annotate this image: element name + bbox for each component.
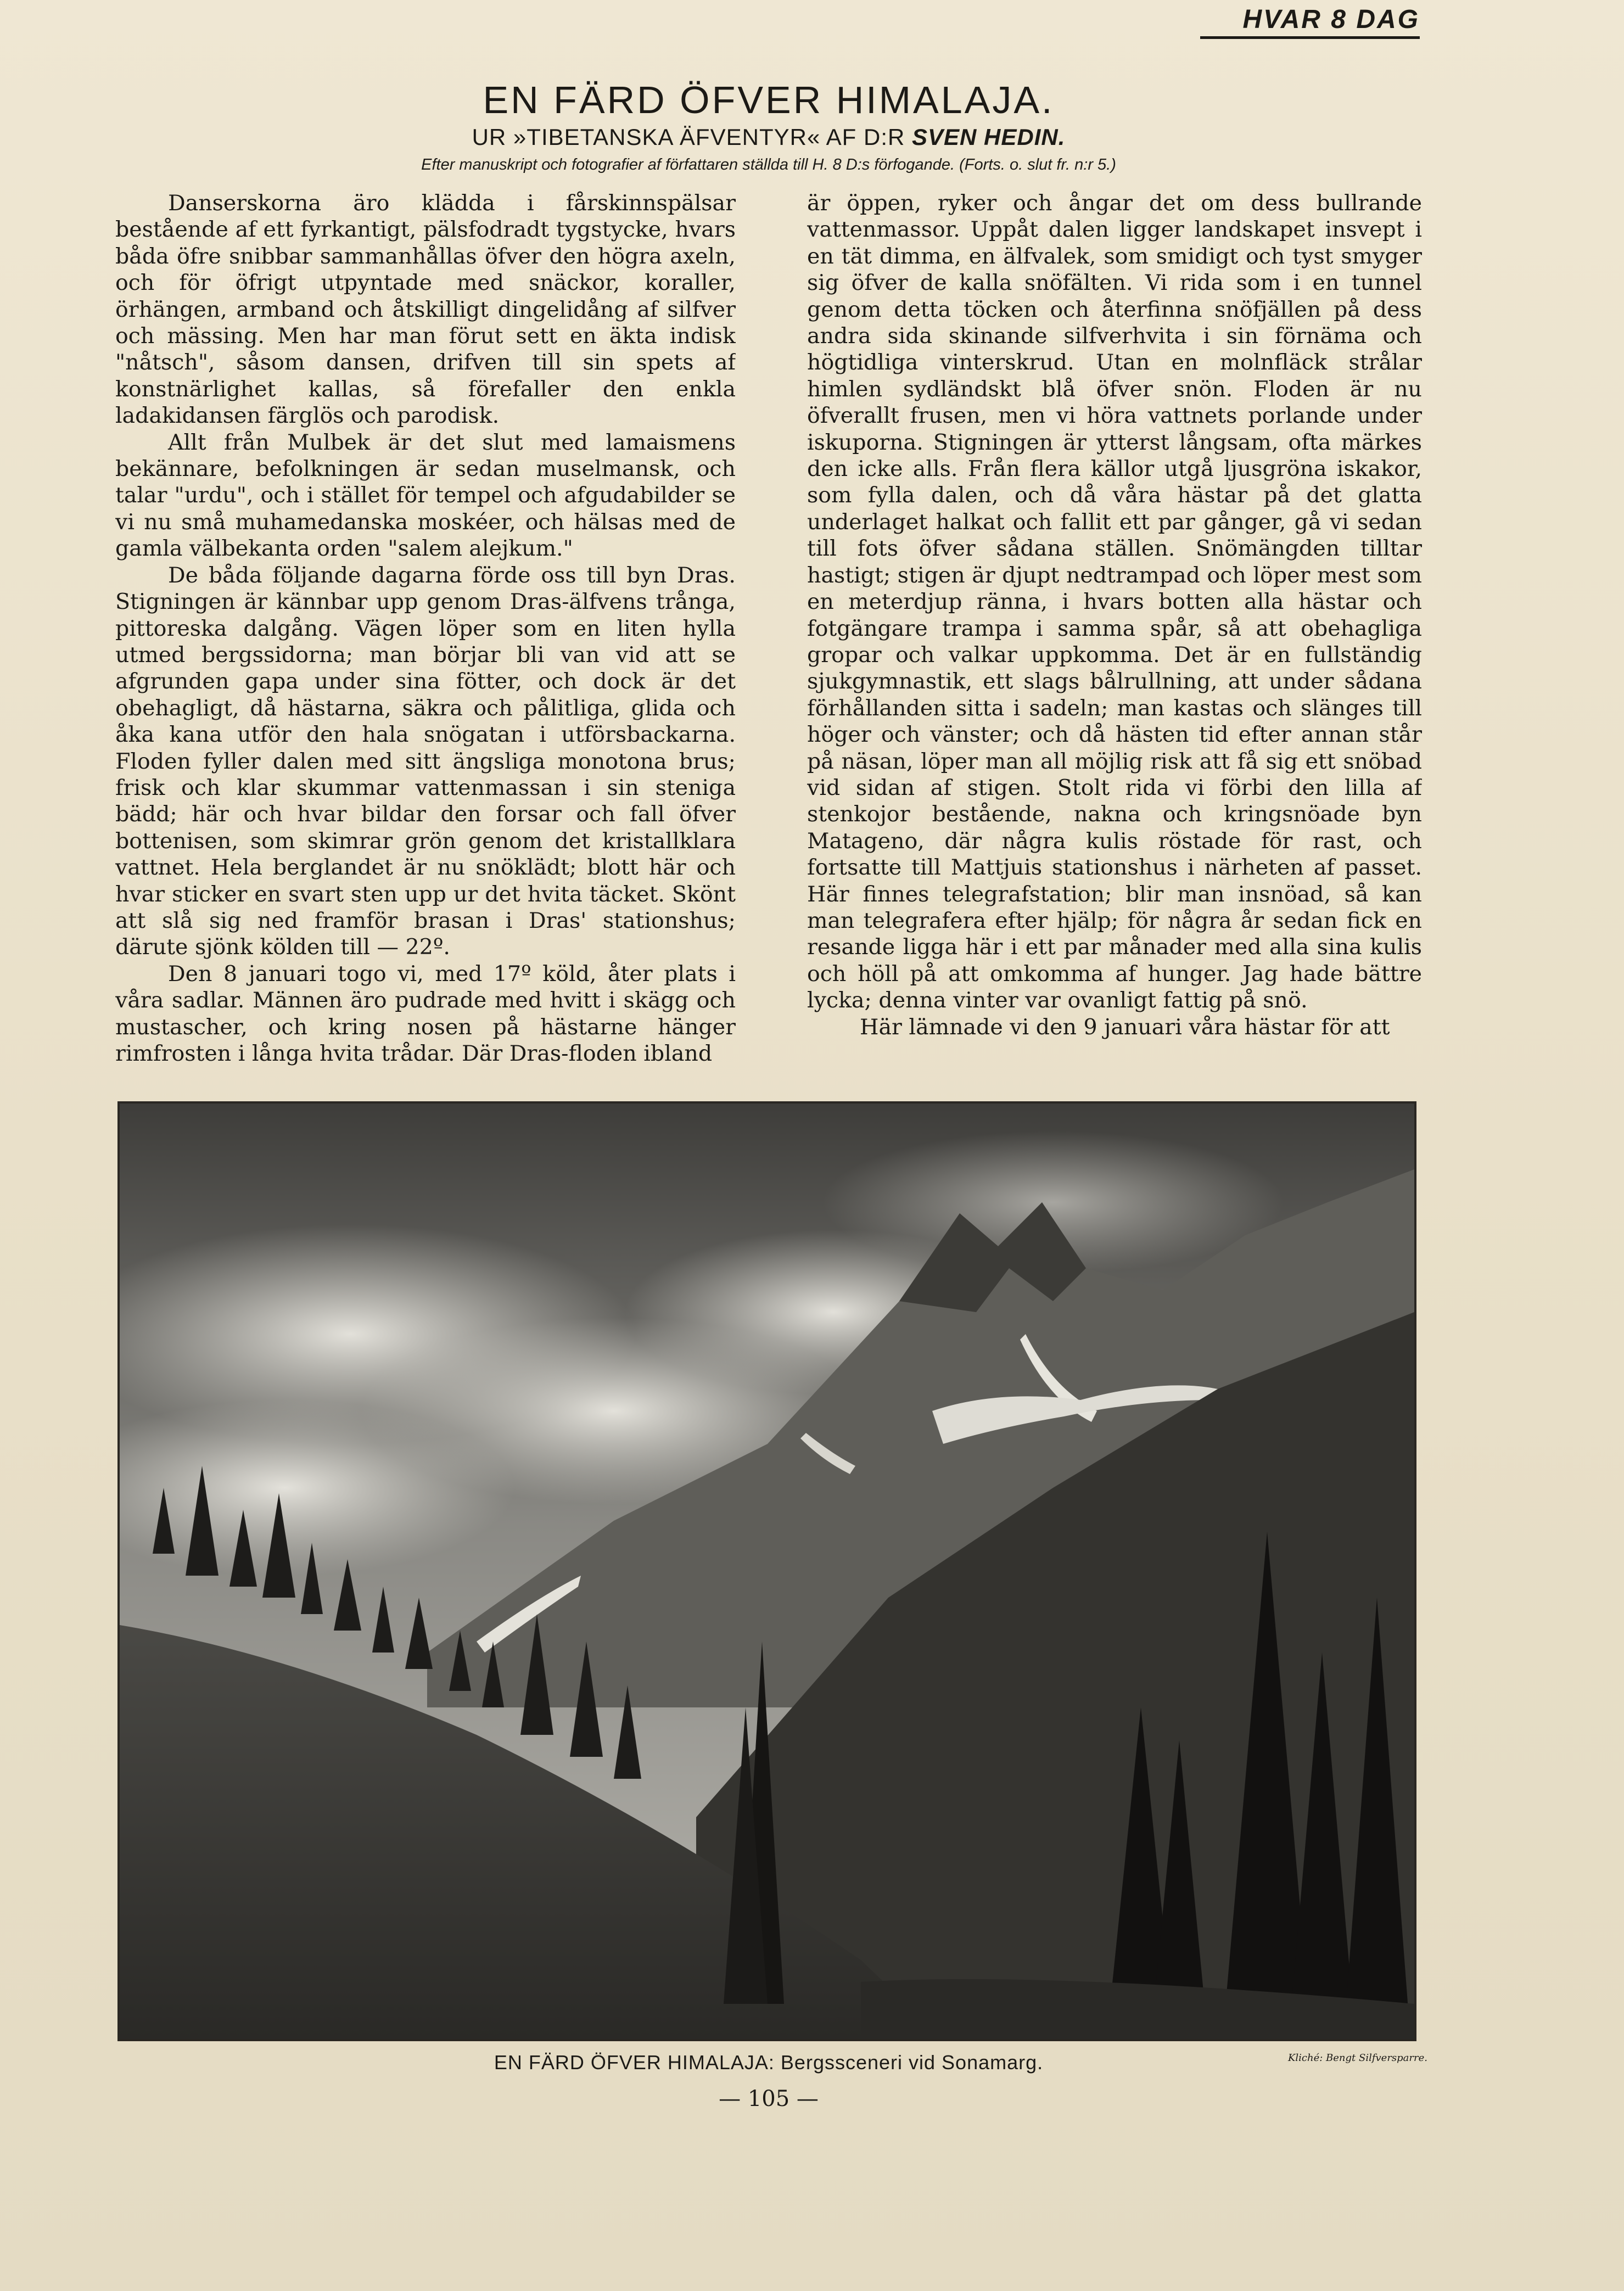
subtitle-prefix: UR »TIBETANSKA ÄFVENTYR« AF D:R xyxy=(472,124,912,150)
paragraph: Här lämnade vi den 9 januari våra hästar för att xyxy=(860,1014,1390,1040)
article-title: EN FÄRD ÖFVER HIMALAJA. xyxy=(483,79,1055,121)
paragraph: är öppen, ryker och ångar det om dess bullrande vattenmassor. Uppåt dalen ligger landskapet insvept i en tät dimma, en älfvalek, som smidigt och tyst smyger sig öfver de kalla snöfälten. Vi rida som i en tunnel genom detta töcken och återfinna snöfjällen på dess andra sida skinande silfverhvita i sin förnäma och högtidliga vinterskrud. Utan en molnfläck strålar himlen sydländskt blå öfver snön. Floden är nu öfverallt frusen, men vi höra vattnets porlande under iskuporna. Stigningen är ytterst långsam, ofta märkes den icke alls. Från flera källor utgå ljusgröna iskakor, som fylla dalen, och då våra hästar på det glatta underlaget halkat och fallit ett par gånger, gå vi sedan till fots öfver sådana ställen. Snömängden tilltar hastigt; stigen är djupt nedtrampad och löper mest som en meterdjup ränna, i hvars botten alla hästar och fotgängare trampa i samma spår, så att obehagliga gropar och valkar uppkomma. Det är en fullständig sjukgymnastik, ett slags bålrullning, att under sådana förhållanden sitta i sadeln; man kastas och slänges till höger och vänster; och då hästen tid efter annan står på näsan, löper man all möjlig risk att få sig ett snöbad vid sidan af stigen. Stolt rida vi förbi den lilla af stenkojor bestående, nakna och kringsnöade byn Matageno, där några kulis röstade för rast, och fortsatte till Mattjuis stationshus i närheten af passet. Här finnes telegrafstation; blir man insnöad, så kan man telegrafera efter hjälp; för några år sedan fick en resande ligga här i ett par månader med alla sina kulis och höll på att omkomma af hunger. Jag hade bättre lycka; denna vinter var ovanligt fattig på snö. xyxy=(807,191,1422,1013)
mountain-photograph xyxy=(117,1101,1416,2041)
photo-illustration xyxy=(120,1104,1414,2039)
engraver-credit: Kliché: Bengt Silfversparre. xyxy=(1287,2052,1427,2064)
author-name: SVEN HEDIN. xyxy=(912,124,1066,150)
text-column-left xyxy=(115,190,736,1068)
paragraph: Den 8 januari togo vi, med 17º köld, åter plats i våra sadlar. Männen äro pudrade med hvitt i skägg och mustascher, och kring nosen på hästarne hänger rimfrosten i långa hvita trådar. Där Dras-floden ibland xyxy=(115,961,736,1066)
figure-caption: EN FÄRD ÖFVER HIMALAJA: Bergssceneri vid Sonamarg. xyxy=(494,2051,1044,2074)
credit-line: Efter manuskript och fotografier af författaren ställda till H. 8 D:s förfogande. (Forts. o. slut fr. n:r 5.) xyxy=(421,156,1116,173)
page-number: — 105 — xyxy=(719,2086,819,2111)
masthead-rule xyxy=(1200,36,1420,39)
paragraph: Danserskorna äro klädda i fårskinnspälsar bestående af ett fyrkantigt, pälsfodradt tygstycke, hvars båda öfre snibbar sammanhållas öfver den högra axeln, och för öfrigt utpyntade med snäckor, koraller, örhängen, armband och åtskilligt dingelidång af silfver och mässing. Men har man förut sett en äkta indisk "nåtsch", såsom dansen, drifven till sin spets af konstnärlighet kallas, så förefaller den enkla ladakidansen färglös och parodisk. xyxy=(115,191,736,429)
text-column-right xyxy=(807,190,1422,1068)
paragraph: Allt från Mulbek är det slut med lamaismens bekännare, befolkningen är sedan muselmansk, och talar "urdu", och i stället för tempel och afgudabilder se vi nu små muhamedanska moskéer, och hälsas med de gamla välbekanta orden "salem alejkum." xyxy=(115,429,736,562)
paragraph: De båda följande dagarna förde oss till byn Dras. Stigningen är kännbar upp genom Dras-älfvens trånga, pittoreska dalgång. Vägen löper som en liten hylla utmed bergssidorna; man börjar bli van vid att se afgrunden gapa under sina fötter, och dock är det obehagligt, då hästarna, säkra och pålitliga, glida och åka kana utför den hala snögatan i utförsbackarna. Floden fyller dalen med sitt ängsliga monotona brus; frisk och klar skummar vattenmassan i sin steniga bädd; här och hvar bildar den forsar och fall öfver bottenisen, som skimrar grön genom det kristallklara vattnet. Hela berglandet är nu snöklädt; blott här och hvar sticker en svart sten upp ur det hvita täcket. Skönt att slå sig ned framför brasan i Dras' stationshus; därute sjönk kölden till — 22º. xyxy=(115,562,736,960)
masthead: HVAR 8 DAG xyxy=(1242,5,1420,34)
article-subtitle xyxy=(0,124,1537,150)
